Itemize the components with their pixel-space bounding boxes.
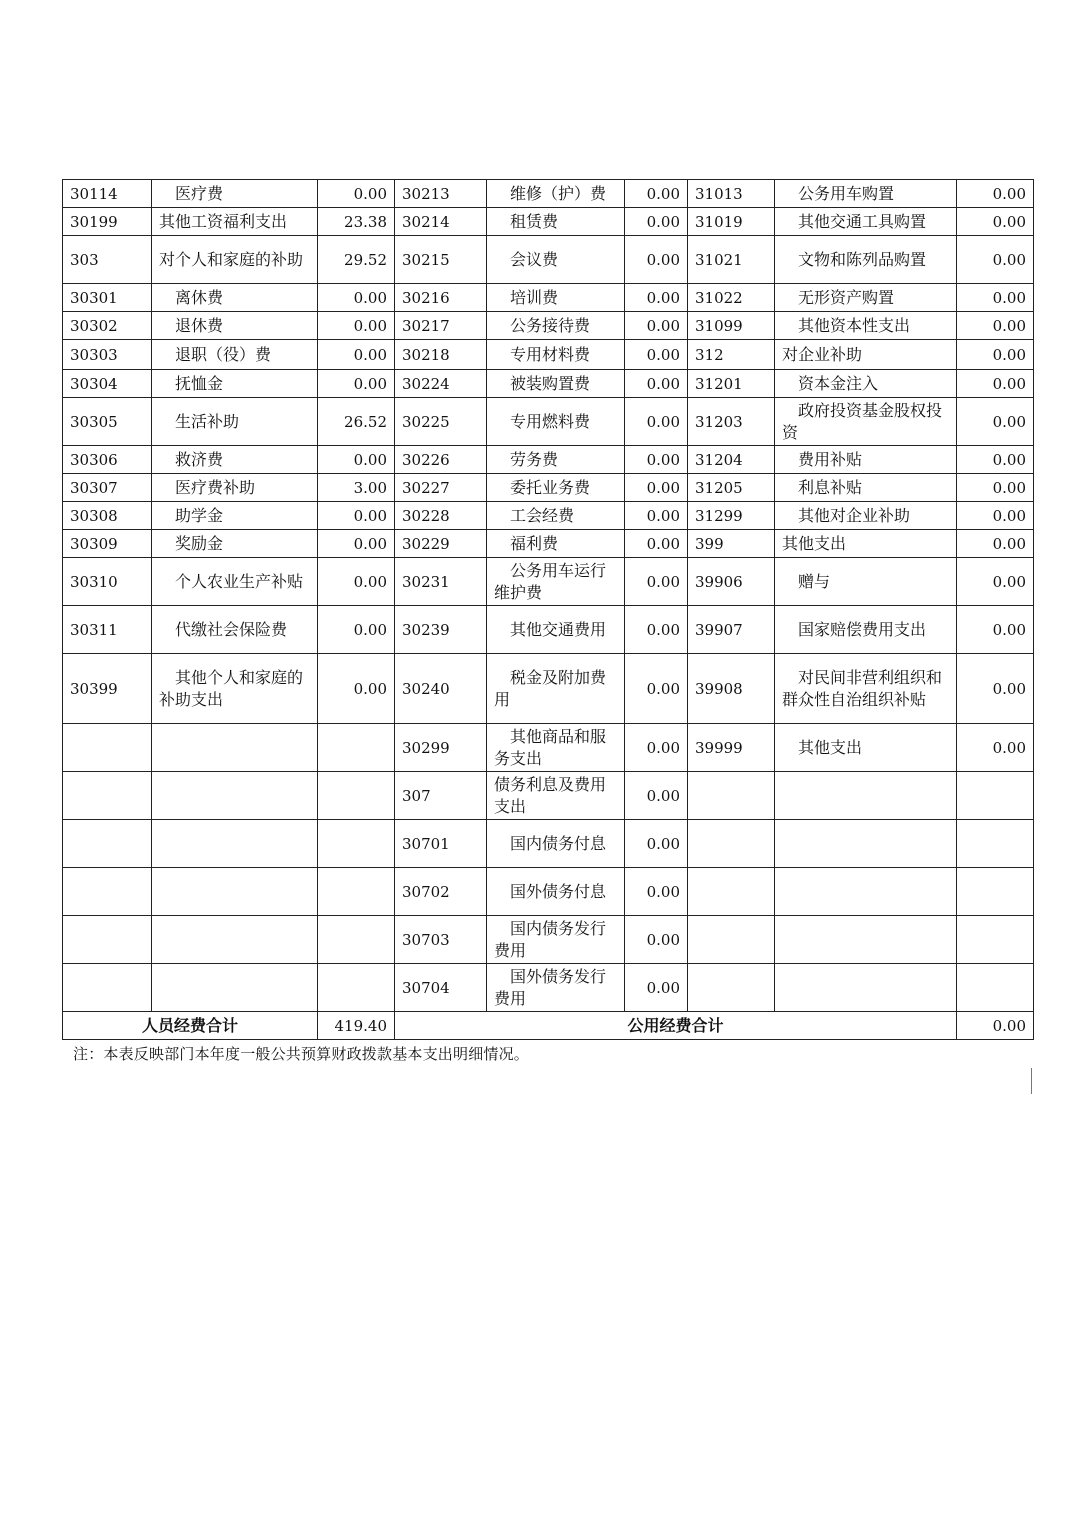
- amount-cell: [318, 772, 395, 820]
- subject-name-cell: 其他个人和家庭的补助支出: [152, 654, 318, 724]
- amount-cell: 0.00: [957, 530, 1034, 558]
- subject-code-cell: 30218: [395, 340, 487, 370]
- table-row: [63, 312, 1034, 340]
- subject-name-cell: [152, 724, 318, 772]
- subject-name-cell: 其他交通费用: [487, 606, 625, 654]
- subject-name-cell: 代缴社会保险费: [152, 606, 318, 654]
- amount-cell: 0.00: [625, 964, 688, 1012]
- table-row: [63, 208, 1034, 236]
- amount-cell: 0.00: [318, 180, 395, 208]
- public-total-value: 0.00: [957, 1012, 1034, 1040]
- subject-code-cell: 30114: [63, 180, 152, 208]
- amount-cell: 0.00: [957, 370, 1034, 398]
- table-row: [63, 474, 1034, 502]
- amount-cell: 0.00: [318, 606, 395, 654]
- subject-code-cell: [63, 916, 152, 964]
- subject-code-cell: 31022: [688, 284, 775, 312]
- personnel-total-label: 人员经费合计: [63, 1012, 318, 1040]
- subject-name-cell: 劳务费: [487, 446, 625, 474]
- subject-name-cell: 福利费: [487, 530, 625, 558]
- subject-code-cell: [688, 820, 775, 868]
- subject-code-cell: 31204: [688, 446, 775, 474]
- amount-cell: [957, 820, 1034, 868]
- subject-name-cell: 离休费: [152, 284, 318, 312]
- subject-code-cell: 31021: [688, 236, 775, 284]
- totals-row: [63, 1012, 1034, 1040]
- amount-cell: 0.00: [625, 398, 688, 446]
- subject-code-cell: 30701: [395, 820, 487, 868]
- subject-name-cell: 对企业补助: [775, 340, 957, 370]
- subject-name-cell: 费用补贴: [775, 446, 957, 474]
- table-row: [63, 558, 1034, 606]
- amount-cell: 0.00: [625, 180, 688, 208]
- table-row: [63, 398, 1034, 446]
- subject-name-cell: 文物和陈列品购置: [775, 236, 957, 284]
- subject-name-cell: [152, 820, 318, 868]
- subject-name-cell: 税金及附加费用: [487, 654, 625, 724]
- subject-name-cell: 退职（役）费: [152, 340, 318, 370]
- amount-cell: 0.00: [957, 208, 1034, 236]
- amount-cell: 0.00: [318, 284, 395, 312]
- amount-cell: 0.00: [957, 312, 1034, 340]
- subject-code-cell: 30308: [63, 502, 152, 530]
- subject-name-cell: 专用燃料费: [487, 398, 625, 446]
- subject-name-cell: 其他资本性支出: [775, 312, 957, 340]
- amount-cell: 0.00: [318, 654, 395, 724]
- subject-code-cell: [63, 868, 152, 916]
- amount-cell: 0.00: [625, 530, 688, 558]
- subject-name-cell: 被装购置费: [487, 370, 625, 398]
- amount-cell: 0.00: [957, 558, 1034, 606]
- subject-name-cell: 培训费: [487, 284, 625, 312]
- amount-cell: [957, 964, 1034, 1012]
- amount-cell: 0.00: [625, 558, 688, 606]
- amount-cell: 0.00: [957, 606, 1034, 654]
- amount-cell: 0.00: [625, 340, 688, 370]
- subject-code-cell: 307: [395, 772, 487, 820]
- subject-code-cell: [688, 964, 775, 1012]
- subject-code-cell: 31299: [688, 502, 775, 530]
- amount-cell: [318, 916, 395, 964]
- amount-cell: 3.00: [318, 474, 395, 502]
- subject-code-cell: 30228: [395, 502, 487, 530]
- subject-name-cell: 工会经费: [487, 502, 625, 530]
- amount-cell: 0.00: [625, 820, 688, 868]
- subject-name-cell: 赠与: [775, 558, 957, 606]
- subject-code-cell: [688, 916, 775, 964]
- amount-cell: 0.00: [318, 446, 395, 474]
- subject-code-cell: 31203: [688, 398, 775, 446]
- subject-code-cell: 30303: [63, 340, 152, 370]
- subject-name-cell: 其他支出: [775, 724, 957, 772]
- amount-cell: [318, 868, 395, 916]
- table-row: [63, 502, 1034, 530]
- subject-name-cell: 其他支出: [775, 530, 957, 558]
- amount-cell: 0.00: [318, 558, 395, 606]
- amount-cell: 0.00: [625, 772, 688, 820]
- amount-cell: 0.00: [625, 370, 688, 398]
- amount-cell: 0.00: [957, 502, 1034, 530]
- table-row: [63, 772, 1034, 820]
- table-row: [63, 180, 1034, 208]
- amount-cell: [318, 964, 395, 1012]
- subject-name-cell: [775, 964, 957, 1012]
- table-row: [63, 340, 1034, 370]
- amount-cell: 0.00: [957, 398, 1034, 446]
- table-row: [63, 446, 1034, 474]
- expenditure-detail-table-container: [62, 179, 1033, 1040]
- subject-code-cell: 399: [688, 530, 775, 558]
- table-body: [63, 180, 1034, 1012]
- margin-mark: [1031, 1068, 1032, 1094]
- subject-code-cell: 30301: [63, 284, 152, 312]
- subject-code-cell: 30304: [63, 370, 152, 398]
- subject-name-cell: 债务利息及费用支出: [487, 772, 625, 820]
- amount-cell: 0.00: [957, 284, 1034, 312]
- subject-name-cell: 公务用车运行维护费: [487, 558, 625, 606]
- subject-name-cell: 维修（护）费: [487, 180, 625, 208]
- amount-cell: 26.52: [318, 398, 395, 446]
- subject-code-cell: [63, 964, 152, 1012]
- table-row: [63, 606, 1034, 654]
- subject-code-cell: 30214: [395, 208, 487, 236]
- subject-code-cell: [63, 820, 152, 868]
- amount-cell: 0.00: [625, 724, 688, 772]
- subject-code-cell: 30306: [63, 446, 152, 474]
- subject-name-cell: [152, 916, 318, 964]
- amount-cell: 0.00: [625, 284, 688, 312]
- subject-name-cell: 资本金注入: [775, 370, 957, 398]
- subject-code-cell: 30216: [395, 284, 487, 312]
- subject-code-cell: 31019: [688, 208, 775, 236]
- subject-name-cell: [775, 820, 957, 868]
- subject-name-cell: 其他交通工具购置: [775, 208, 957, 236]
- subject-code-cell: 31201: [688, 370, 775, 398]
- subject-code-cell: 30399: [63, 654, 152, 724]
- subject-name-cell: [152, 868, 318, 916]
- subject-code-cell: 30239: [395, 606, 487, 654]
- amount-cell: 0.00: [625, 916, 688, 964]
- subject-name-cell: 对民间非营利组织和群众性自治组织补贴: [775, 654, 957, 724]
- amount-cell: 0.00: [318, 530, 395, 558]
- expenditure-detail-table: [62, 179, 1034, 1040]
- subject-name-cell: 专用材料费: [487, 340, 625, 370]
- amount-cell: 23.38: [318, 208, 395, 236]
- table-row: [63, 284, 1034, 312]
- amount-cell: 0.00: [625, 446, 688, 474]
- table-row: [63, 654, 1034, 724]
- table-row: [63, 724, 1034, 772]
- subject-code-cell: 31013: [688, 180, 775, 208]
- subject-name-cell: 其他对企业补助: [775, 502, 957, 530]
- amount-cell: 0.00: [957, 340, 1034, 370]
- subject-name-cell: 抚恤金: [152, 370, 318, 398]
- subject-name-cell: [152, 772, 318, 820]
- subject-code-cell: [688, 772, 775, 820]
- personnel-total-value: 419.40: [318, 1012, 395, 1040]
- subject-code-cell: 30215: [395, 236, 487, 284]
- subject-code-cell: 312: [688, 340, 775, 370]
- subject-code-cell: 30310: [63, 558, 152, 606]
- subject-name-cell: [152, 964, 318, 1012]
- subject-name-cell: 其他工资福利支出: [152, 208, 318, 236]
- subject-code-cell: [688, 868, 775, 916]
- amount-cell: [957, 772, 1034, 820]
- subject-code-cell: 303: [63, 236, 152, 284]
- amount-cell: 0.00: [957, 446, 1034, 474]
- subject-code-cell: [63, 772, 152, 820]
- subject-name-cell: 助学金: [152, 502, 318, 530]
- subject-code-cell: 30309: [63, 530, 152, 558]
- subject-name-cell: 公务用车购置: [775, 180, 957, 208]
- amount-cell: 0.00: [957, 236, 1034, 284]
- amount-cell: [318, 724, 395, 772]
- subject-name-cell: 对个人和家庭的补助: [152, 236, 318, 284]
- subject-name-cell: 生活补助: [152, 398, 318, 446]
- subject-code-cell: 30704: [395, 964, 487, 1012]
- amount-cell: [957, 916, 1034, 964]
- subject-code-cell: 30702: [395, 868, 487, 916]
- subject-code-cell: 39999: [688, 724, 775, 772]
- subject-name-cell: [775, 916, 957, 964]
- subject-name-cell: 国家赔偿费用支出: [775, 606, 957, 654]
- table-row: [63, 820, 1034, 868]
- amount-cell: 0.00: [625, 654, 688, 724]
- subject-code-cell: 30224: [395, 370, 487, 398]
- subject-name-cell: 退休费: [152, 312, 318, 340]
- subject-code-cell: 30305: [63, 398, 152, 446]
- amount-cell: 0.00: [625, 236, 688, 284]
- subject-code-cell: 30213: [395, 180, 487, 208]
- subject-name-cell: [775, 772, 957, 820]
- subject-code-cell: 30199: [63, 208, 152, 236]
- subject-code-cell: 30229: [395, 530, 487, 558]
- subject-name-cell: 国内债务发行费用: [487, 916, 625, 964]
- table-footnote: 注：本表反映部门本年度一般公共预算财政拨款基本支出明细情况。: [73, 1045, 530, 1063]
- amount-cell: 0.00: [318, 340, 395, 370]
- subject-code-cell: 30227: [395, 474, 487, 502]
- subject-name-cell: [775, 868, 957, 916]
- subject-code-cell: 30226: [395, 446, 487, 474]
- subject-code-cell: 39908: [688, 654, 775, 724]
- amount-cell: 0.00: [318, 502, 395, 530]
- subject-code-cell: 30217: [395, 312, 487, 340]
- subject-code-cell: 30302: [63, 312, 152, 340]
- subject-name-cell: 国外债务付息: [487, 868, 625, 916]
- subject-name-cell: 医疗费: [152, 180, 318, 208]
- subject-code-cell: 30703: [395, 916, 487, 964]
- subject-code-cell: 31099: [688, 312, 775, 340]
- subject-code-cell: 30307: [63, 474, 152, 502]
- amount-cell: 0.00: [625, 312, 688, 340]
- subject-name-cell: 救济费: [152, 446, 318, 474]
- table-row: [63, 236, 1034, 284]
- amount-cell: 0.00: [318, 370, 395, 398]
- subject-code-cell: 39907: [688, 606, 775, 654]
- subject-code-cell: 39906: [688, 558, 775, 606]
- amount-cell: 0.00: [957, 654, 1034, 724]
- amount-cell: 0.00: [625, 208, 688, 236]
- table-row: [63, 530, 1034, 558]
- subject-name-cell: 个人农业生产补贴: [152, 558, 318, 606]
- amount-cell: 0.00: [957, 724, 1034, 772]
- table-row: [63, 964, 1034, 1012]
- amount-cell: 0.00: [957, 474, 1034, 502]
- amount-cell: 29.52: [318, 236, 395, 284]
- subject-code-cell: 31205: [688, 474, 775, 502]
- amount-cell: [957, 868, 1034, 916]
- subject-code-cell: 30240: [395, 654, 487, 724]
- amount-cell: 0.00: [625, 868, 688, 916]
- subject-name-cell: 租赁费: [487, 208, 625, 236]
- subject-name-cell: 医疗费补助: [152, 474, 318, 502]
- subject-code-cell: 30231: [395, 558, 487, 606]
- subject-code-cell: 30311: [63, 606, 152, 654]
- subject-name-cell: 政府投资基金股权投资: [775, 398, 957, 446]
- table-row: [63, 370, 1034, 398]
- subject-code-cell: [63, 724, 152, 772]
- public-total-label: 公用经费合计: [395, 1012, 957, 1040]
- subject-name-cell: 国外债务发行费用: [487, 964, 625, 1012]
- amount-cell: [318, 820, 395, 868]
- subject-name-cell: 奖励金: [152, 530, 318, 558]
- subject-name-cell: 公务接待费: [487, 312, 625, 340]
- subject-name-cell: 利息补贴: [775, 474, 957, 502]
- amount-cell: 0.00: [625, 474, 688, 502]
- amount-cell: 0.00: [318, 312, 395, 340]
- amount-cell: 0.00: [625, 606, 688, 654]
- table-row: [63, 868, 1034, 916]
- subject-name-cell: 会议费: [487, 236, 625, 284]
- subject-name-cell: 其他商品和服务支出: [487, 724, 625, 772]
- subject-name-cell: 国内债务付息: [487, 820, 625, 868]
- subject-code-cell: 30225: [395, 398, 487, 446]
- subject-code-cell: 30299: [395, 724, 487, 772]
- amount-cell: 0.00: [957, 180, 1034, 208]
- amount-cell: 0.00: [625, 502, 688, 530]
- subject-name-cell: 无形资产购置: [775, 284, 957, 312]
- subject-name-cell: 委托业务费: [487, 474, 625, 502]
- table-row: [63, 916, 1034, 964]
